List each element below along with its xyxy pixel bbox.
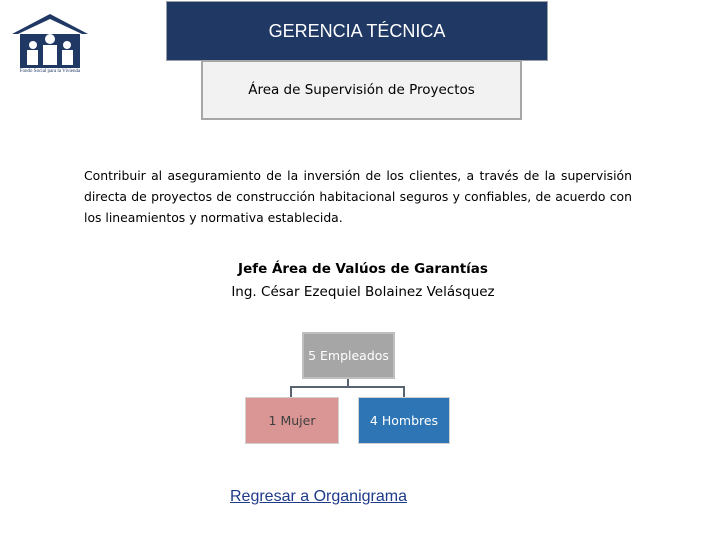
employees-total-node	[302, 332, 395, 379]
women-label: 1 Mujer	[268, 413, 316, 428]
employees-total-label: 5 Empleados	[308, 348, 389, 363]
chief-name: Ing. César Ezequiel Bolainez Velásquez	[231, 284, 495, 300]
women-node	[245, 397, 339, 444]
house-family-icon	[8, 12, 92, 70]
chief-title: Jefe Área de Valúos de Garantías	[238, 261, 488, 277]
area-title: Área de Supervisión de Proyectos	[248, 82, 475, 98]
department-header	[166, 1, 548, 61]
department-title: GERENCIA TÉCNICA	[268, 20, 446, 41]
chief-block	[160, 258, 566, 304]
area-header	[201, 60, 522, 120]
mission-text: Contribuir al aseguramiento de la inversión de los clientes, a través de la supervisión directa de proyectos de construcción habitacional seguros y confiables, de acuerdo con los lineamientos y normativa establecida.	[84, 168, 632, 225]
men-node	[358, 397, 450, 444]
back-to-org-chart-link[interactable]: Regresar a Organigrama	[230, 488, 407, 505]
fsv-logo	[8, 12, 92, 78]
logo-caption: Fondo Social para la Vivienda	[19, 69, 81, 74]
men-label: 4 Hombres	[369, 413, 439, 428]
